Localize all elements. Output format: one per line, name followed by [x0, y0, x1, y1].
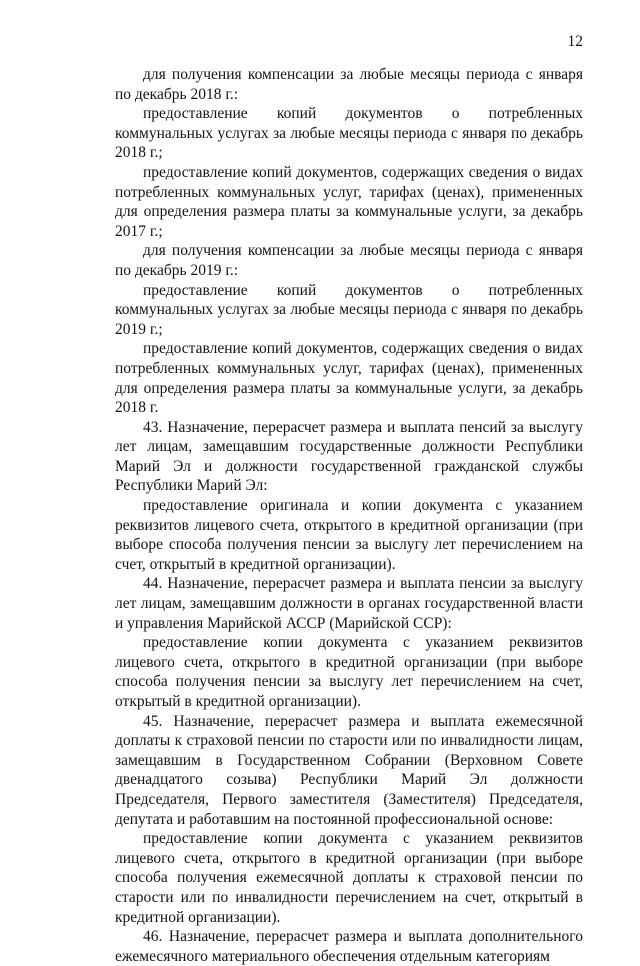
paragraph-item-43: 43. Назначение, перерасчет размера и выплата пенсий за выслугу лет лицам, замещавшим государственные должности Республики Марий Эл и должности государственной гражданской службы Республики Марий Эл:	[115, 418, 583, 495]
paragraph-item-45-docs: предоставление копии документа с указанием реквизитов лицевого счета, открытого в кредитной организации (при выборе способа получения ежемесячной доплаты к страховой пенсии по старости или по инвалидности перечислением на счет, открытый в кредитной организации).	[115, 830, 583, 926]
paragraph-2018-intro: для получения компенсации за любые месяцы периода с января по декабрь 2018 г.:	[115, 66, 583, 103]
paragraph-item-44: 44. Назначение, перерасчет размера и выплата пенсии за выслугу лет лицам, замещавшим должности в органах государственной власти и управления Марийской АССР (Марийской ССР):	[115, 575, 583, 632]
page-number: 12	[567, 33, 583, 50]
document-body	[115, 65, 583, 966]
paragraph-2018-utilities-docs: предоставление копий документов о потребленных коммунальных услугах за любые месяцы периода с января по декабрь 2018 г.;	[115, 105, 583, 162]
paragraph-2019-utilities-docs: предоставление копий документов о потребленных коммунальных услугах за любые месяцы периода с января по декабрь 2019 г.;	[115, 281, 583, 338]
paragraph-2019-tariff-docs: предоставление копий документов, содержащих сведения о видах потребленных коммунальных услуг, тарифах (ценах), примененных для определения размера платы за коммунальные услуги, за декабрь 2018 г.	[115, 340, 583, 417]
paragraph-item-45: 45. Назначение, перерасчет размера и выплата ежемесячной доплаты к страховой пенсии по старости или по инвалидности лицам, замещавшим в Государственном Собрании (Верховном Совете двенадцатого созыва) Республики Марий Эл должности Председателя, Первого заместителя (Заместителя) Председателя, депутата и работавшим на постоянной профессиональной основе:	[115, 712, 583, 828]
paragraph-2019-intro: для получения компенсации за любые месяцы периода с января по декабрь 2019 г.:	[115, 242, 583, 279]
paragraph-2018-tariff-docs: предоставление копий документов, содержащих сведения о видах потребленных коммунальных услуг, тарифах (ценах), примененных для определения размера платы за коммунальные услуги, за декабрь 2017 г.;	[115, 163, 583, 240]
paragraph-item-46: 46. Назначение, перерасчет размера и выплата дополнительного ежемесячного материального обеспечения отдельным категориям	[115, 928, 583, 965]
paragraph-item-44-docs: предоставление копии документа с указанием реквизитов лицевого счета, открытого в кредитной организации (при выборе способа получения пенсии за выслугу лет перечислением на счет, открытый в кредитной организации).	[115, 634, 583, 710]
paragraph-item-43-docs: предоставление оригинала и копии документа с указанием реквизитов лицевого счета, открытого в кредитной организации (при выборе способа получения пенсии за выслугу лет перечислением на счет, открытый в кредитной организации).	[115, 497, 583, 573]
